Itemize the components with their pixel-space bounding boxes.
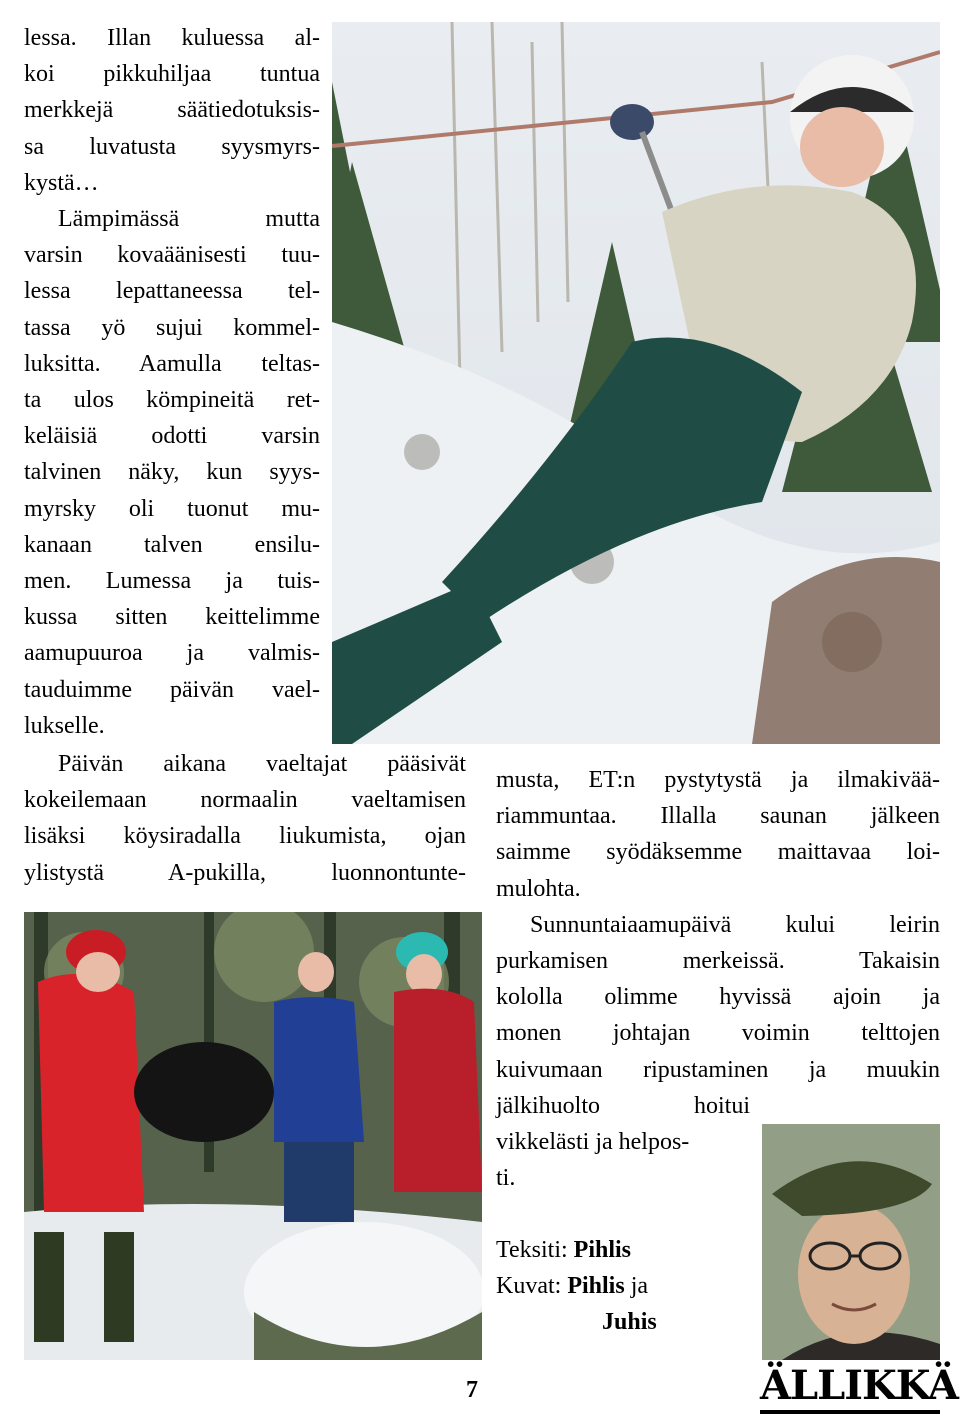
- credits-photo-line-2: [496, 1304, 657, 1340]
- text-line: ta ulos kömpineitä ret-: [24, 387, 320, 414]
- group-photo-image: [24, 912, 482, 1360]
- text-line: ylistystä A-pukilla, luonnontunte-: [24, 859, 466, 886]
- text-line: myrsky oli tuonut mu-: [24, 495, 320, 522]
- text-line: kanaan talven ensilu-: [24, 531, 320, 558]
- text-line: koi pikkuhiljaa tuntua: [24, 61, 320, 88]
- credits-text-line: [496, 1232, 657, 1268]
- article-column-1: [24, 20, 320, 744]
- text-line: merkkejä säätiedotuksis-: [24, 97, 320, 124]
- credits-and: ja: [630, 1273, 649, 1299]
- credits-text-label: Teksiti:: [496, 1237, 568, 1263]
- text-line: tauduimme päivän vael-: [24, 676, 320, 703]
- article-column-2-narrow: [496, 1088, 750, 1197]
- page-number: 7: [466, 1377, 478, 1403]
- text-line: luksitta. Aamulla teltas-: [24, 350, 320, 377]
- text-line: riammuntaa. Illalla saunan jälkeen: [496, 803, 940, 830]
- text-line: ti.: [496, 1165, 516, 1192]
- text-line: kololla olimme hyvissä ajoin ja: [496, 984, 940, 1011]
- text-line: vikkelästi ja helpos-: [496, 1129, 690, 1156]
- photo-credits: [496, 1232, 657, 1340]
- credits-photo-author-2: Juhis: [602, 1309, 657, 1335]
- credits-text-author: Pihlis: [573, 1237, 632, 1263]
- text-line: lessa lepattaneessa tel-: [24, 278, 320, 305]
- text-line: sa luvatusta syysmyrs-: [24, 133, 320, 160]
- text-line: mulohta.: [496, 875, 581, 902]
- text-line: Sunnuntaiaamupäivä kului leirin: [530, 911, 940, 938]
- text-line: varsin kovaäänisesti tuu-: [24, 242, 320, 269]
- text-line: aamupuuroa ja valmis-: [24, 640, 320, 667]
- text-line: tassa yö sujui kommel-: [24, 314, 320, 341]
- text-line: kokeilemaan normaalin vaeltamisen: [24, 787, 466, 814]
- text-line: musta, ET:n pystytystä ja ilmakivää-: [496, 767, 940, 793]
- text-line: kuivumaan ripustaminen ja muukin: [496, 1056, 940, 1083]
- group-photo: [24, 912, 482, 1360]
- text-line: lessa. Illan kuluessa al-: [24, 25, 320, 51]
- text-line: Lämpimässä mutta: [58, 206, 320, 233]
- text-line: Päivän aikana vaeltajat pääsivät: [58, 751, 466, 777]
- portrait-photo-image: [762, 1124, 940, 1360]
- text-line: lukselle.: [24, 712, 105, 739]
- zipline-photo-image: [332, 22, 940, 744]
- text-line: saimme syödäksemme maittavaa loi-: [496, 839, 940, 866]
- article-column-2: [496, 762, 940, 1088]
- text-line: kystä…: [24, 169, 99, 196]
- credits-photo-label: Kuvat:: [496, 1273, 562, 1299]
- article-wide-block: [24, 746, 466, 891]
- text-line: men. Lumessa ja tuis-: [24, 568, 320, 595]
- zipline-photo: [332, 22, 940, 744]
- text-line: jälkihuolto hoitui: [496, 1093, 750, 1119]
- text-line: monen johtajan voimin telttojen: [496, 1020, 940, 1047]
- text-line: keläisiä odotti varsin: [24, 423, 320, 450]
- magazine-logo: ÄLLIKKÄ: [760, 1362, 940, 1414]
- portrait-photo: [762, 1124, 940, 1360]
- credits-photo-line: [496, 1268, 657, 1304]
- text-line: lisäksi köysiradalla liukumista, ojan: [24, 823, 466, 850]
- text-line: purkamisen merkeissä. Takaisin: [496, 948, 940, 975]
- text-line: kussa sitten keittelimme: [24, 604, 320, 631]
- credits-photo-author: Pihlis: [567, 1273, 625, 1299]
- text-line: talvinen näky, kun syys-: [24, 459, 320, 486]
